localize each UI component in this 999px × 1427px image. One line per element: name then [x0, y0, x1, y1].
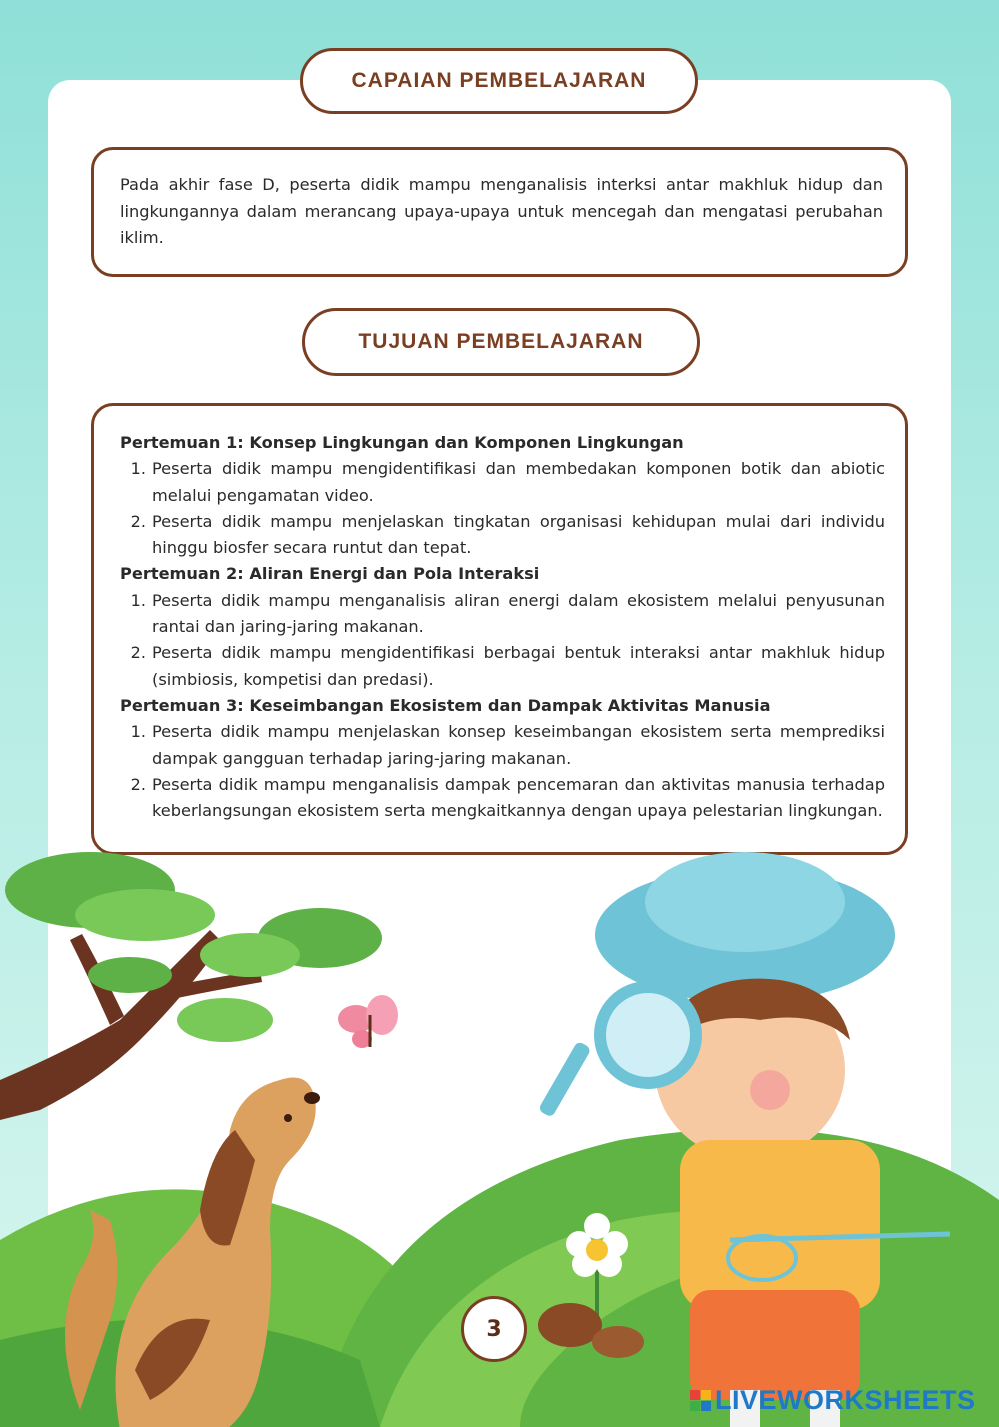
- meeting-title: Pertemuan 3: Keseimbangan Ekosistem dan Dampak Aktivitas Manusia: [120, 695, 771, 715]
- list-item: 2. Peserta didik mampu mengidentifikasi berbagai bentuk interaksi antar makhluk hidup (simbiosis, kompetisi dan predasi).: [151, 640, 885, 693]
- capaian-text: Pada akhir fase D, peserta didik mampu menganalisis interksi antar makhluk hidup dan lingkungannya dalam merancang upaya-upaya untuk mencegah dan mengatasi perubahan iklim.: [120, 175, 883, 247]
- list-item: 1. Peserta didik mampu mengidentifikasi dan membedakan komponen botik dan abiotic melalui pengamatan video.: [151, 456, 885, 509]
- list-item: 1. Peserta didik mampu menjelaskan konsep keseimbangan ekosistem serta memprediksi dampak gangguan terhadap jaring-jaring makanan.: [151, 719, 885, 772]
- watermark-text: LIVEWORKSHEETS: [715, 1385, 976, 1415]
- list-item: 2. Peserta didik mampu menganalisis dampak pencemaran dan aktivitas manusia terhadap keberlangsungan ekosistem serta mengkaitkannya dengan upaya pelestarian lingkungan.: [151, 772, 885, 825]
- capaian-header: [300, 48, 698, 114]
- tree-leaves: [177, 998, 273, 1042]
- meeting-title: Pertemuan 1: Konsep Lingkungan dan Komponen Lingkungan: [120, 433, 684, 452]
- rock: [592, 1326, 644, 1358]
- tree-leaves: [75, 889, 215, 941]
- page-number: 3: [461, 1296, 527, 1362]
- capaian-box: [91, 147, 908, 277]
- capaian-header-text: CAPAIAN PEMBELAJARAN: [351, 69, 647, 92]
- meeting-list: [120, 588, 885, 693]
- tujuan-box: [91, 403, 908, 855]
- butterfly: [338, 995, 398, 1048]
- tree-leaves: [200, 933, 300, 977]
- tujuan-header-text: TUJUAN PEMBELAJARAN: [358, 330, 644, 353]
- meeting-title: Pertemuan 2: Aliran Energi dan Pola Interaksi: [120, 564, 540, 584]
- list-item: 1. Peserta didik mampu menganalisis aliran energi dalam ekosistem melalui penyusunan rantai dan jaring-jaring makanan.: [151, 588, 885, 641]
- tree-leaves: [88, 957, 172, 993]
- watermark: [690, 1385, 976, 1416]
- meeting-list: [120, 719, 885, 824]
- liveworksheets-logo-icon: [690, 1390, 711, 1411]
- list-item: 2. Peserta didik mampu menjelaskan tingkatan organisasi kehidupan mulai dari individu hinggu biosfer secara runtut dan tepat.: [151, 509, 885, 562]
- tujuan-header: [302, 308, 700, 376]
- meeting-list: [120, 456, 885, 561]
